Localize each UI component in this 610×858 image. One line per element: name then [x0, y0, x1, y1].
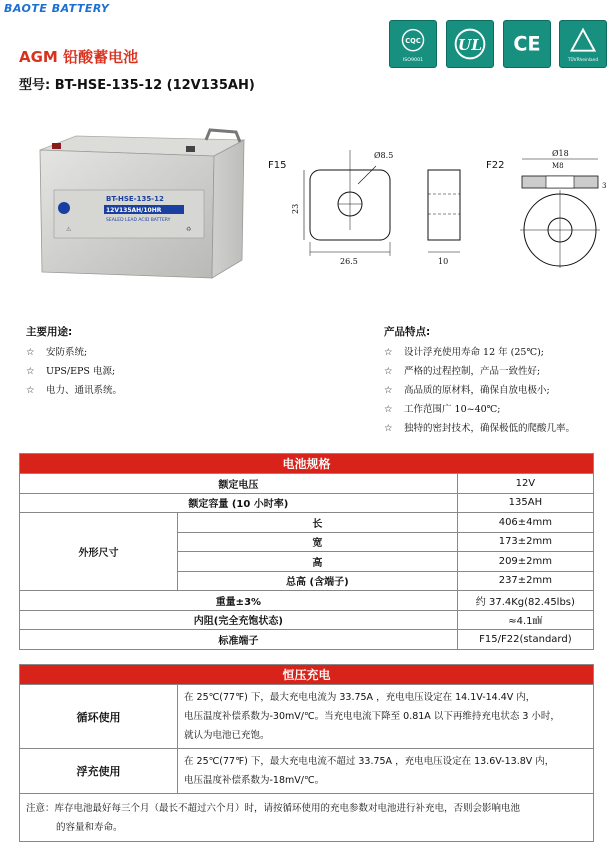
svg-text:3: 3	[602, 182, 607, 190]
svg-text:CQC: CQC	[405, 37, 421, 46]
table-row: 内阻(完全充饱状态) ≈4.1㎽	[20, 610, 594, 630]
list-item: ☆ 电力、通讯系统。	[26, 385, 123, 396]
f15-terminal-drawing	[268, 140, 468, 270]
battery-label-rating: 12V135AH/10HR	[106, 207, 162, 214]
cert-caption: TÜVRheinland	[567, 58, 599, 64]
table-row: 外形尺寸 长 406±4mm	[20, 513, 594, 533]
page-title: AGM 铅酸蓄电池	[19, 48, 139, 66]
svg-text:M8: M8	[552, 162, 564, 170]
ce-icon	[503, 20, 551, 68]
features-title: 产品特点:	[384, 326, 431, 338]
list-item: ☆ 高品质的原材料，确保自放电极小;	[384, 385, 550, 396]
spec-table-title: 电池规格	[20, 454, 594, 474]
list-item: ☆ 设计浮充使用寿命 12 年 (25℃);	[384, 347, 544, 358]
svg-text:10: 10	[438, 257, 449, 266]
table-row: 浮充使用 在 25℃(77℉) 下，最大充电电流不超过 33.75A ，充电电压设定在 13.6V-13.8V 内， 电压温度补偿系数为-18mV/℃。	[20, 749, 593, 794]
table-row: 额定电压 12V	[20, 474, 594, 494]
svg-text:UL: UL	[457, 35, 483, 54]
ccc-icon	[389, 20, 437, 68]
f22-terminal-drawing	[480, 140, 608, 270]
list-item: ☆ 严格的过程控制，产品一致性好;	[384, 366, 541, 377]
table-row: 循环使用 在 25℃(77℉) 下，最大充电电流为 33.75A ，充电电压设定在 14.1V-14.4V 内， 电压温度补偿系数为-30mV/℃。当充电电流下降至 0.81A 以下再维持充电状态 3 小时， 就认为电池已充饱。	[20, 685, 593, 749]
list-item: ☆ 安防系统;	[26, 347, 88, 358]
applications-title: 主要用途:	[26, 326, 73, 338]
ul-icon	[446, 20, 494, 68]
svg-text:♻: ♻	[186, 226, 192, 233]
svg-text:26.5: 26.5	[340, 257, 358, 266]
svg-text:F15: F15	[268, 160, 287, 171]
svg-text:Ø8.5: Ø8.5	[374, 151, 394, 160]
cert-caption: ISO9001	[402, 58, 424, 64]
tuv-icon	[559, 20, 607, 68]
table-row: 总高 (含端子) 237±2mm	[20, 571, 594, 591]
battery-photo	[36, 128, 246, 283]
charging-table-title: 恒压充电	[20, 665, 593, 685]
table-row: 额定容量 (10 小时率) 135AH	[20, 493, 594, 513]
storage-note: 注意：库存电池最好每三个月（最长不超过六个月）时，请按循环使用的充电参数对电池进行补充电，否则会影响电池 的容量和寿命。	[26, 803, 521, 833]
table-row: 标准端子 F15/F22(standard)	[20, 630, 594, 650]
svg-text:F22: F22	[486, 160, 505, 171]
list-item: ☆ 独特的密封技术，确保极低的爬酸几率。	[384, 423, 576, 434]
charging-table	[19, 664, 594, 842]
features-list	[384, 343, 575, 438]
table-row: 重量±3% 约 37.4Kg(82.45lbs)	[20, 591, 594, 611]
table-row: 宽 173±2mm	[20, 532, 594, 552]
spec-table	[19, 453, 594, 650]
table-row: 高 209±2mm	[20, 552, 594, 572]
model-number: 型号: BT-HSE-135-12 (12V135AH)	[19, 78, 255, 93]
svg-text:23: 23	[291, 203, 300, 214]
svg-text:Ø18: Ø18	[552, 149, 569, 158]
svg-text:CE: CE	[513, 32, 541, 56]
svg-text:⚠: ⚠	[66, 226, 72, 233]
list-item: ☆ UPS/EPS 电源;	[26, 366, 116, 377]
battery-label-model: BT-HSE-135-12	[106, 195, 164, 203]
brand-logo: BAOTE BATTERY	[4, 2, 110, 15]
battery-label-type: SEALED LEAD ACID BATTERY	[106, 218, 171, 223]
applications-list	[26, 343, 122, 400]
list-item: ☆ 工作范围广 10~40℃;	[384, 404, 501, 415]
